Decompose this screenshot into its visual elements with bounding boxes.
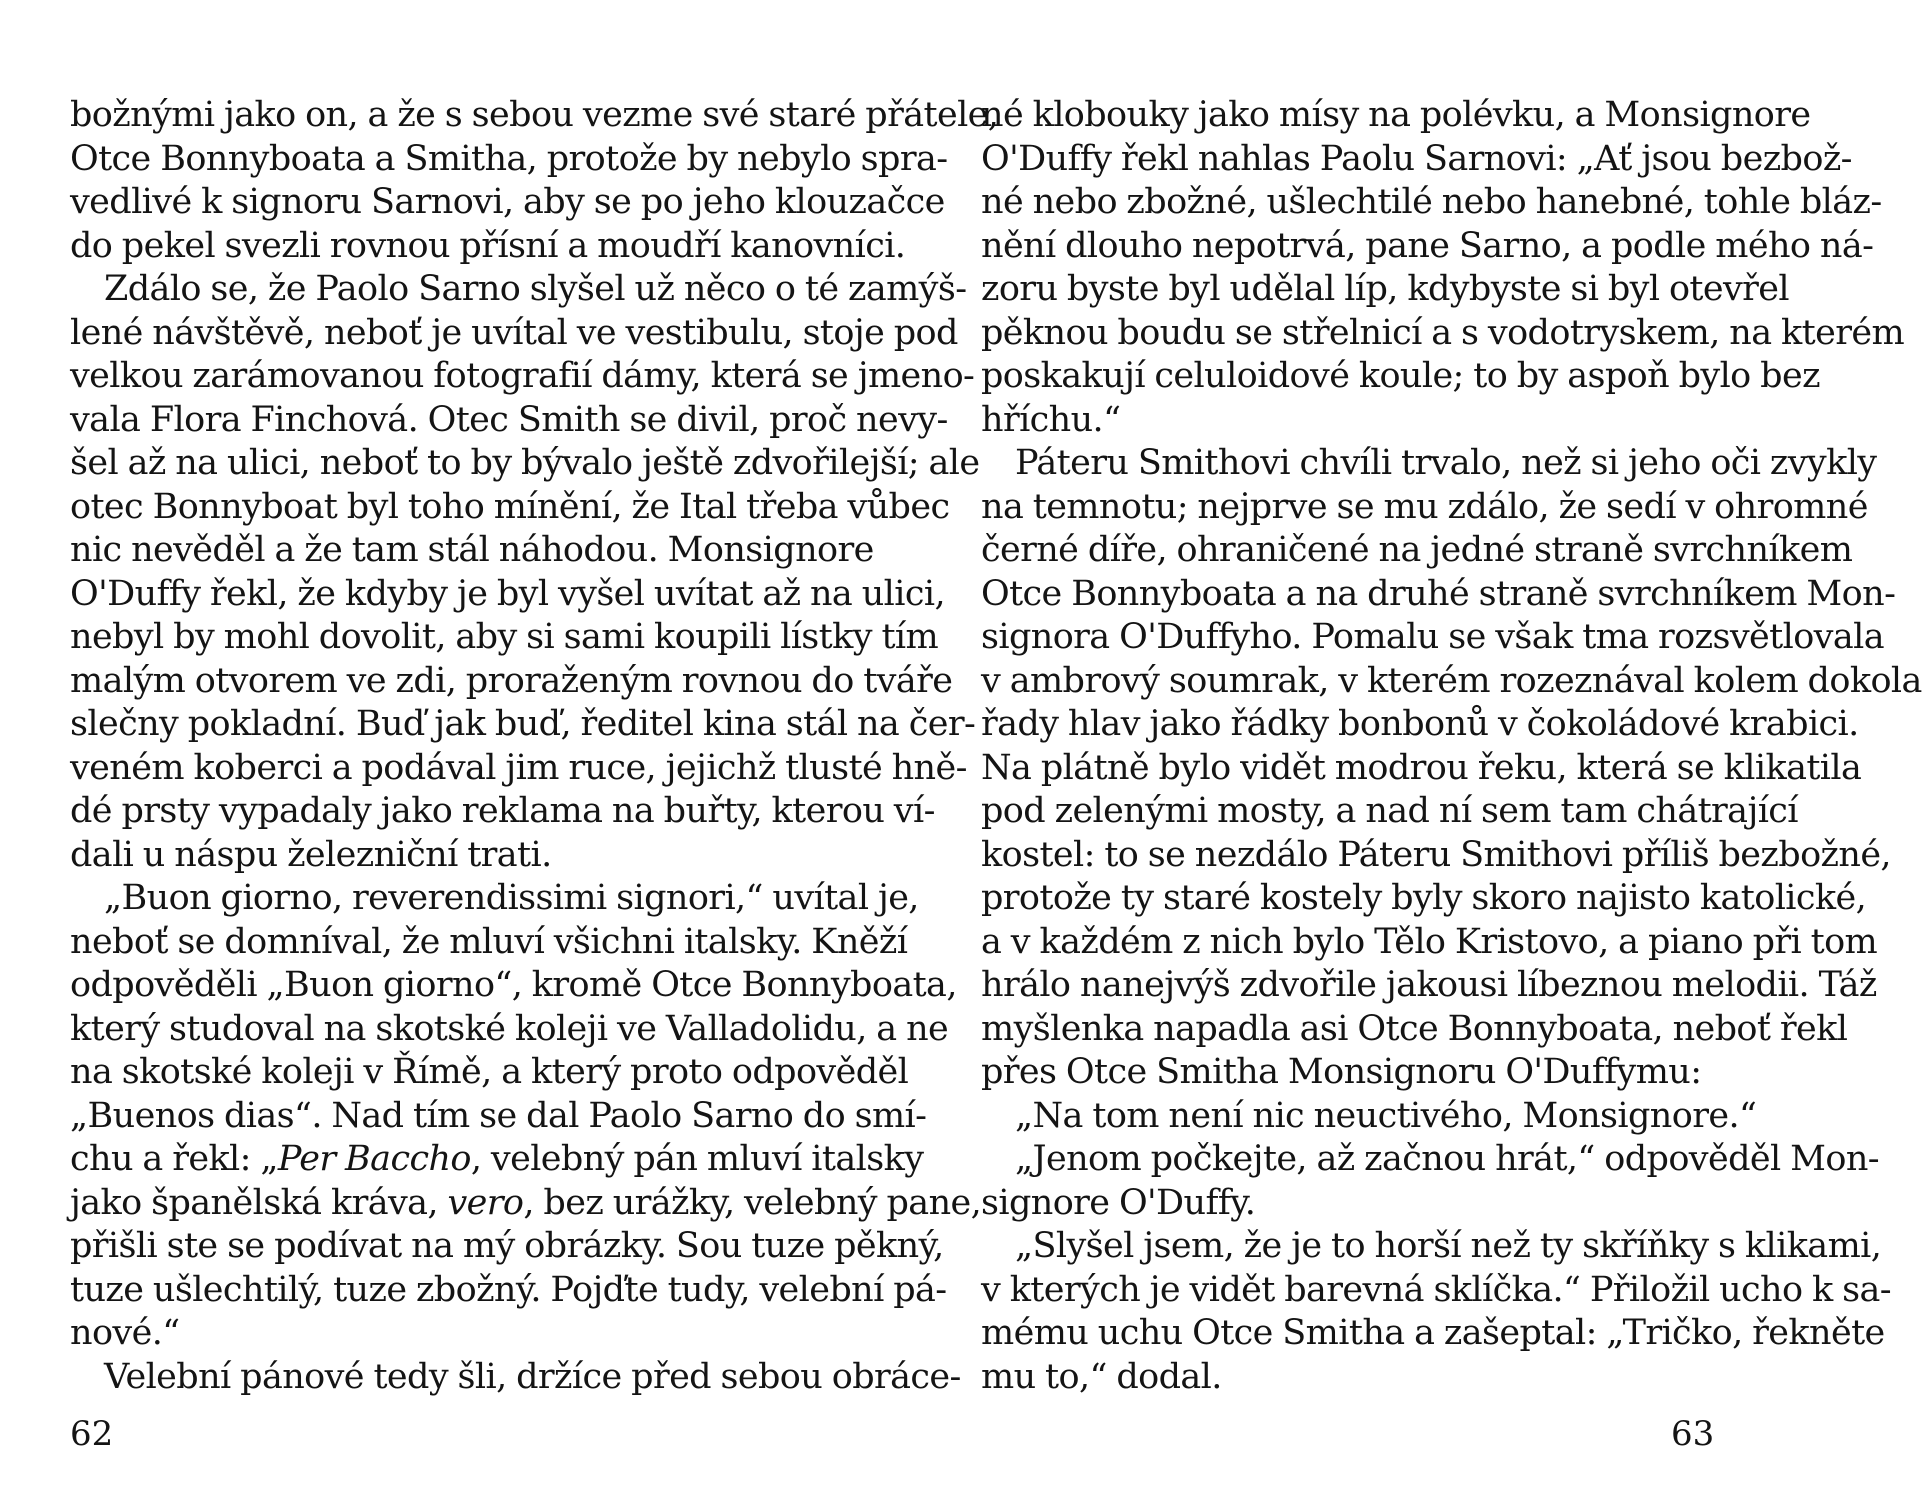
- text-line: Na plátně bylo vidět modrou řeku, která se klikatila: [981, 747, 1862, 788]
- text-line: v ambrový soumrak, v kterém rozeznával kolem dokola: [981, 660, 1922, 701]
- text-line: velkou zarámovanou fotografií dámy, která se jmeno-: [70, 356, 975, 396]
- text-line: „Slyšel jsem, že je to horší než ty skříňky s klikami,: [1015, 1226, 1882, 1266]
- text-line: poskakují celuloidové koule; to by aspoň bylo bez: [981, 356, 1820, 396]
- left-page-text: [70, 94, 999, 1399]
- page-number: 62: [70, 1414, 114, 1454]
- text-line: vedlivé k signoru Sarnovi, aby se po jeho klouzačce: [70, 182, 945, 222]
- text-line: který studoval na skotské koleji ve Valladolidu, a ne: [70, 1008, 949, 1049]
- page-number: 63: [1671, 1414, 1715, 1454]
- text-line: přišli ste se podívat na mý obrázky. Sou tuze pěkný,: [70, 1226, 944, 1266]
- text-line: [70, 1182, 982, 1226]
- text-line: řady hlav jako řádky bonbonů v čokoládové krabici.: [981, 704, 1859, 744]
- text-line: hříchu.“: [981, 399, 1121, 440]
- italic-text: Per Baccho: [277, 1139, 471, 1179]
- text-line: „Na tom není nic neuctivého, Monsignore.“: [1015, 1095, 1757, 1136]
- text-line: myšlenka napadla asi Otce Bonnyboata, neboť řekl: [981, 1008, 1848, 1049]
- text-line: otec Bonnyboat byl toho mínění, že Ital třeba vůbec: [70, 486, 950, 527]
- text-line: signore O'Duffy.: [981, 1182, 1256, 1223]
- text-run: jako španělská kráva,: [70, 1182, 448, 1223]
- text-line: božnými jako on, a že s sebou vezme své staré přátele,: [70, 95, 999, 135]
- text-line: Otce Bonnyboata a Smitha, protože by nebylo spra-: [70, 138, 948, 179]
- text-line: né klobouky jako mísy na polévku, a Monsignore: [981, 95, 1811, 135]
- text-line: tuze ušlechtilý, tuze zbožný. Pojďte tudy, velební pá-: [70, 1269, 947, 1310]
- text-line: „Buon giorno, reverendissimi signori,“ uvítal je,: [104, 878, 919, 918]
- text-line: Zdálo se, že Paolo Sarno slyšel už něco o té zamýš-: [104, 269, 967, 309]
- text-line: Velební pánové tedy šli, držíce před sebou obrácе-: [104, 1356, 961, 1397]
- text-line: mému uchu Otce Smitha a zašeptal: „Tričko, řekněte: [981, 1313, 1885, 1353]
- text-line: lené návštěvě, neboť je uvítal ve vestibulu, stoje pod: [70, 312, 958, 353]
- text-line: dali u náspu železniční trati.: [70, 834, 552, 875]
- text-line: šel až na ulici, neboť to by bývalo ještě zdvořilejší; ale: [70, 443, 980, 483]
- text-line: dé prsty vypadaly jako reklama na buřty, kterou ví-: [70, 791, 935, 831]
- right-page: [906, 0, 1922, 1501]
- text-line: na temnotu; nejprve se mu zdálo, že sedí v ohromné: [981, 486, 1868, 527]
- text-line: O'Duffy řekl nahlas Paolu Sarnovi: „Ať jsou bezbož-: [981, 138, 1852, 179]
- text-line: signora O'Duffyho. Pomalu se však tma rozsvětlovala: [981, 617, 1884, 657]
- text-line: zoru byste byl udělal líp, kdybyste si byl otevřel: [981, 269, 1789, 309]
- text-line: malým otvorem ve zdi, proraženým rovnou do tváře: [70, 660, 953, 701]
- text-line: v kterých je vidět barevná sklíčka.“ Přiložil ucho k sa-: [981, 1269, 1891, 1310]
- text-line: neboť se domníval, že mluví všichni italsky. Kněží: [70, 921, 908, 962]
- text-line: [70, 1138, 924, 1182]
- text-line: veném koberci a podával jim ruce, jejichž tlusté hně-: [70, 747, 967, 788]
- text-line: nebyl by mohl dovolit, aby si sami koupili lístky tím: [70, 617, 939, 657]
- text-line: pod zelenými mosty, a nad ní sem tam chátrající: [981, 791, 1798, 831]
- text-line: vala Flora Finchová. Otec Smith se divil, proč nevy-: [70, 399, 948, 440]
- text-line: kostel: to se nezdálo Páteru Smithovi příliš bezbožné,: [981, 834, 1891, 875]
- right-page-text: [981, 94, 1922, 1399]
- text-line: né nebo zbožné, ušlechtilé nebo hanebné, tohle bláz-: [981, 182, 1882, 222]
- text-line: přes Otce Smitha Monsignoru O'Duffymu:: [981, 1052, 1702, 1092]
- text-run: , velebný pán mluví italsky: [470, 1139, 924, 1179]
- text-line: hrálo nanejvýš zdvořile jakousi líbeznou melodii. Táž: [981, 965, 1877, 1005]
- text-run: , bez urážky, velebný pane,: [523, 1182, 982, 1223]
- italic-text: vero: [447, 1182, 524, 1223]
- text-line: nění dlouho nepotrvá, pane Sarno, a podle mého ná-: [981, 225, 1874, 266]
- text-line: na skotské koleji v Římě, a který proto odpověděl: [70, 1052, 909, 1092]
- text-line: „Buenos dias“. Nad tím se dal Paolo Sarno do smí-: [70, 1095, 927, 1136]
- text-line: nové.“: [70, 1313, 180, 1353]
- text-line: Páteru Smithovi chvíli trvalo, než si jeho oči zvykly: [1015, 443, 1877, 483]
- text-line: černé díře, ohraničené na jedné straně svrchníkem: [981, 530, 1853, 570]
- text-line: „Jenom počkejte, až začnou hrát,“ odpověděl Mon-: [1015, 1139, 1880, 1179]
- text-line: mu to,“ dodal.: [981, 1356, 1222, 1397]
- text-line: O'Duffy řekl, že kdyby je byl vyšel uvítat až na ulici,: [70, 573, 945, 614]
- text-run: chu a řekl: „: [70, 1139, 278, 1179]
- text-line: a v každém z nich bylo Tělo Kristovo, a piano při tom: [981, 921, 1878, 962]
- text-line: do pekel svezli rovnou přísní a moudří kanovníci.: [70, 225, 906, 266]
- text-line: Otce Bonnyboata a na druhé straně svrchníkem Mon-: [981, 573, 1896, 614]
- text-line: protože ty staré kostely byly skoro najisto katolické,: [981, 878, 1867, 918]
- text-line: pěknou boudu se střelnicí a s vodotryskem, na kterém: [981, 312, 1905, 353]
- text-line: nic nevěděl a že tam stál náhodou. Monsignore: [70, 530, 874, 570]
- text-line: odpověděli „Buon giorno“, kromě Otce Bonnyboata,: [70, 965, 957, 1005]
- text-line: slečny pokladní. Buď jak buď, ředitel kina stál na čer-: [70, 704, 976, 744]
